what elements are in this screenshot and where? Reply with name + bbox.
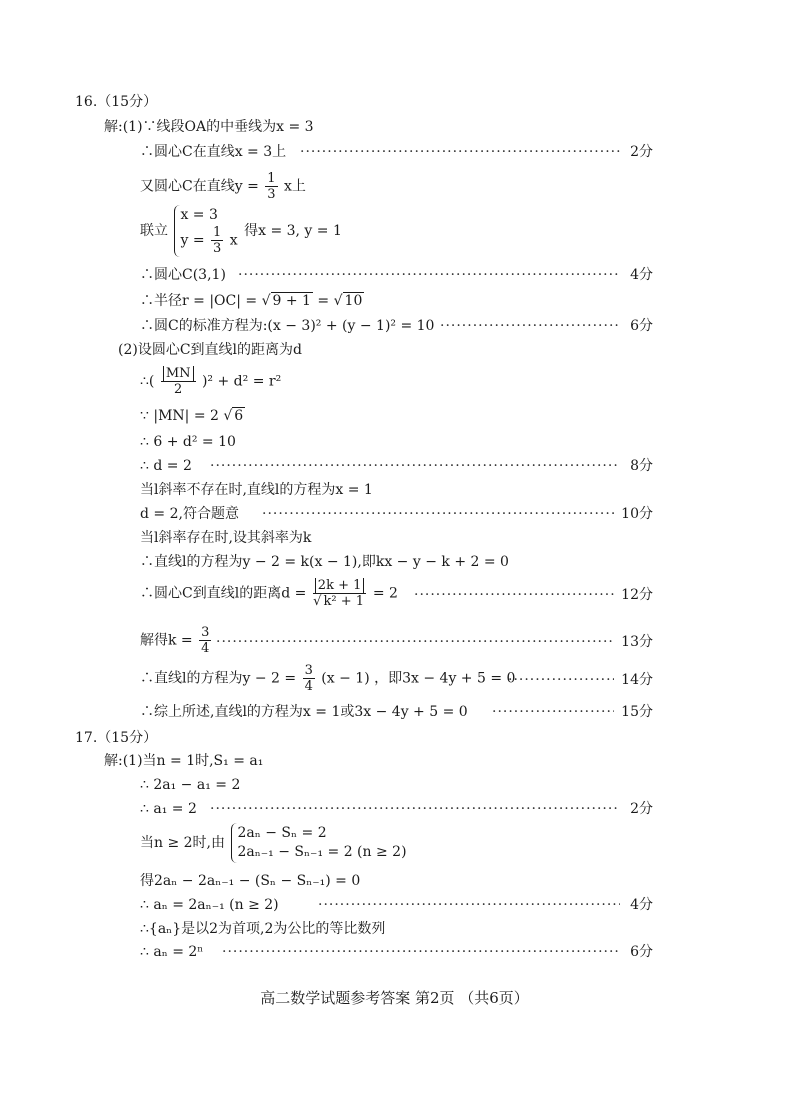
leader-dots <box>508 671 614 689</box>
score-mark: 4分 <box>630 267 653 283</box>
fraction: $\frac{1}{3}$ <box>267 171 276 202</box>
score-mark: 10分 <box>621 506 653 522</box>
leader-dots <box>440 317 620 335</box>
equation-system: 2aₙ − Sₙ = 2 2aₙ₋₁ − Sₙ₋₁ = 2 (n ≥ 2) <box>231 823 406 863</box>
leader-dots <box>262 505 614 523</box>
q16-line-16: ∴直线l的方程为y − 2 = k(x − 1),即kx − y − k + 2 = 0 <box>140 554 509 570</box>
fraction: $\frac{MN}{2}$ <box>161 366 196 397</box>
q16-line-17: ∴圆心C到直线l的距离d = $\frac{2k + 1}{\text{√ k² + 1}}$ = 2 <box>140 578 398 609</box>
score-mark: 14分 <box>621 672 653 688</box>
score-mark: 13分 <box>621 634 653 650</box>
q16-line-19: ∴直线l的方程为y − 2 = $\frac{3}{4}$ (x − 1) ，即3x − 4y + 5 = 0 <box>140 663 516 694</box>
score-mark: 12分 <box>621 587 653 603</box>
sqrt: √ 9 + 1 <box>261 293 311 309</box>
score-mark: 2分 <box>630 144 653 160</box>
leader-dots <box>216 633 614 651</box>
q16-line-1: 解:(1)∵线段OA的中垂线为x = 3 <box>104 119 314 135</box>
q16-line-10: ∵ |MN| = 2 √ 6 <box>140 408 244 424</box>
q16-line-18: 解得k = $\frac{3}{4}$ <box>140 625 210 656</box>
fraction: $\frac{3}{4}$ <box>201 625 210 656</box>
q16-line-6: ∴半径r = |OC| = √ 9 + 1 = √ 10 <box>140 293 363 309</box>
q17-header: 17.（15分） <box>75 730 158 746</box>
q16-line-11: ∴ 6 + d² = 10 <box>140 434 236 450</box>
score-mark: 2分 <box>630 801 653 817</box>
q17-line-1: 解:(1)当n = 1时,S₁ = a₁ <box>104 753 264 769</box>
q16-line-13: 当l斜率不存在时,直线l的方程为x = 1 <box>140 482 373 498</box>
score-mark: 4分 <box>630 897 653 913</box>
equation-system: x = 3 y = $\frac{1}{3}$ x <box>174 205 237 257</box>
leader-dots <box>210 457 620 475</box>
q16-line-8: (2)设圆心C到直线l的距离为d <box>118 342 302 358</box>
fraction: $\frac{1}{3}$ <box>213 225 222 256</box>
q16-line-20: ∴综上所述,直线l的方程为x = 1或3x − 4y + 5 = 0 <box>140 704 468 720</box>
q16-line-9: ∴( $\frac{MN}{2}$ )² + d² = r² <box>140 366 282 397</box>
q16-line-7: ∴圆C的标准方程为:(x − 3)² + (y − 1)² = 10 <box>140 318 435 334</box>
leader-dots <box>300 143 622 161</box>
q16-line-3: 又圆心C在直线y = $\frac{1}{3}$ x上 <box>140 171 306 202</box>
q17-line-2: ∴ 2a₁ − a₁ = 2 <box>140 777 241 793</box>
fraction: $\frac{2k + 1}{\text{√ k² + 1}}$ <box>313 578 367 609</box>
q16-line-15: 当l斜率存在时,设其斜率为k <box>140 530 312 546</box>
score-mark: 8分 <box>630 458 653 474</box>
leader-dots <box>238 266 620 284</box>
fraction: $\frac{3}{4}$ <box>304 663 313 694</box>
leader-dots <box>414 586 614 604</box>
q17-line-6: ∴ aₙ = 2aₙ₋₁ (n ≥ 2) <box>140 897 279 913</box>
q16-line-4-system: 联立 x = 3 y = $\frac{1}{3}$ x 得x = 3, y = 1 <box>140 207 342 256</box>
leader-dots <box>210 800 620 818</box>
q16-line-12: ∴ d = 2 <box>140 458 192 474</box>
page-footer: 高二数学试题参考答案 第2页 （共6页） <box>260 989 529 1007</box>
q17-line-5: 得2aₙ − 2aₙ₋₁ − (Sₙ − Sₙ₋₁) = 0 <box>140 873 361 889</box>
sqrt: √ 6 <box>223 408 244 424</box>
q17-line-7: ∴{aₙ}是以2为首项,2为公比的等比数列 <box>140 921 386 937</box>
q17-line-8: ∴ aₙ = 2ⁿ <box>140 944 204 960</box>
sqrt: √ 10 <box>333 293 363 309</box>
leader-dots <box>222 943 620 961</box>
q16-header: 16.（15分） <box>75 94 158 110</box>
score-mark: 6分 <box>630 318 653 334</box>
score-mark: 6分 <box>630 944 653 960</box>
leader-dots <box>318 896 620 914</box>
q17-line-4-system: 当n ≥ 2时,由 2aₙ − Sₙ = 2 2aₙ₋₁ − Sₙ₋₁ = 2 (n ≥ 2) <box>140 823 409 863</box>
leader-dots <box>492 703 614 721</box>
q16-line-2: ∴圆心C在直线x = 3上 <box>140 144 287 160</box>
q16-line-5: ∴圆心C(3,1) <box>140 267 226 283</box>
q17-line-3: ∴ a₁ = 2 <box>140 801 197 817</box>
score-mark: 15分 <box>621 704 653 720</box>
q16-line-14: d = 2,符合题意 <box>140 506 239 522</box>
